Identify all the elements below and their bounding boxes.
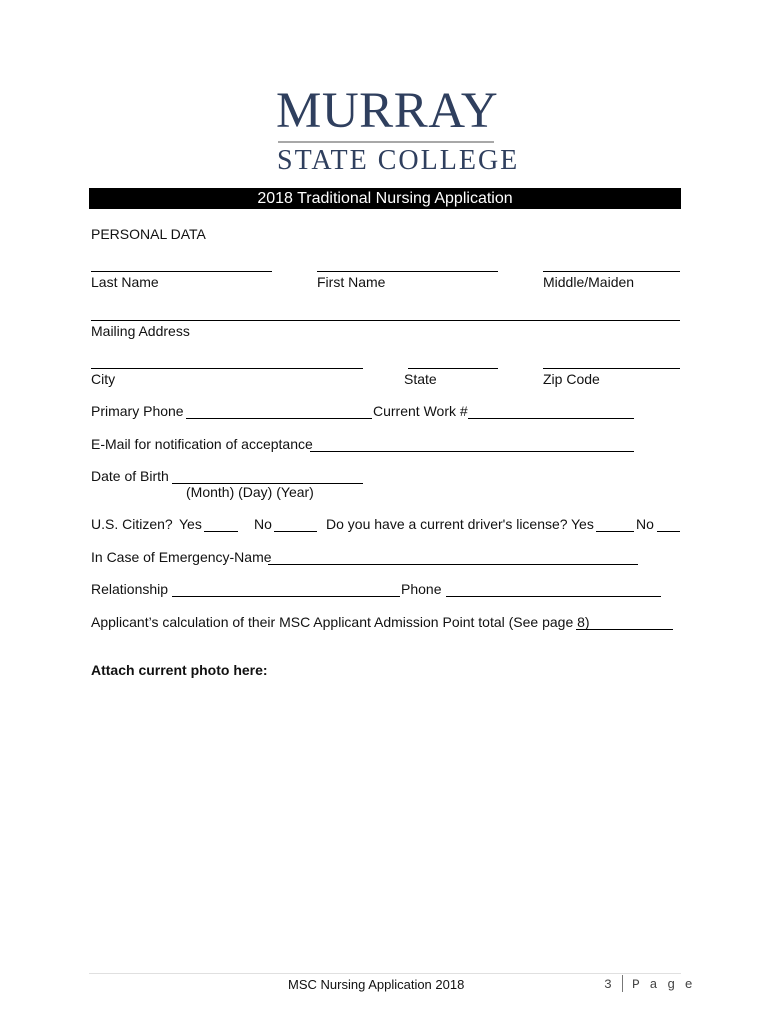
date-of-birth-label: Date of Birth bbox=[91, 468, 169, 484]
last-name-label: Last Name bbox=[91, 274, 159, 290]
last-name-field[interactable] bbox=[91, 271, 272, 272]
date-of-birth-hint: (Month) (Day) (Year) bbox=[186, 484, 314, 500]
email-label: E-Mail for notification of acceptance bbox=[91, 436, 313, 452]
emergency-phone-label: Phone bbox=[401, 581, 442, 597]
first-name-field[interactable] bbox=[317, 271, 498, 272]
email-field[interactable] bbox=[310, 451, 634, 452]
citizen-yes-label: Yes bbox=[179, 516, 202, 532]
state-label: State bbox=[404, 371, 437, 387]
attach-photo-label: Attach current photo here: bbox=[91, 662, 268, 678]
us-citizen-label: U.S. Citizen? bbox=[91, 516, 173, 532]
footer-doc-title: MSC Nursing Application 2018 bbox=[288, 977, 465, 992]
middle-maiden-label: Middle/Maiden bbox=[543, 274, 635, 290]
primary-phone-label: Primary Phone bbox=[91, 403, 184, 419]
application-title: 2018 Traditional Nursing Application bbox=[89, 188, 681, 209]
license-yes-field[interactable] bbox=[596, 531, 634, 532]
logo-divider bbox=[278, 141, 494, 143]
city-field[interactable] bbox=[91, 368, 363, 369]
state-field[interactable] bbox=[408, 368, 498, 369]
citizen-no-label: No bbox=[254, 516, 272, 532]
footer-page-number bbox=[604, 977, 615, 992]
current-work-label: Current Work # bbox=[373, 403, 468, 419]
middle-maiden-field[interactable] bbox=[543, 271, 680, 272]
mailing-address-field[interactable] bbox=[91, 320, 680, 321]
footer-page-label: P a g e bbox=[632, 977, 694, 992]
footer-page-separator bbox=[622, 975, 623, 992]
zip-code-field[interactable] bbox=[543, 368, 680, 369]
city-label: City bbox=[91, 371, 116, 387]
emergency-phone-field[interactable] bbox=[446, 596, 661, 597]
relationship-field[interactable] bbox=[172, 596, 400, 597]
zip-code-label: Zip Code bbox=[543, 371, 600, 387]
citizen-yes-field[interactable] bbox=[204, 531, 238, 532]
first-name-label: First Name bbox=[317, 274, 386, 290]
logo-state-college: STATE COLLEGE bbox=[277, 145, 520, 176]
drivers-license-label: Do you have a current driver's license? bbox=[326, 516, 568, 532]
license-no-label: No bbox=[636, 516, 654, 532]
page-number: 3 bbox=[604, 977, 615, 992]
section-personal-data: PERSONAL DATA bbox=[91, 226, 206, 242]
admission-points-label: Applicant’s calculation of their MSC Applicant Admission Point total (See page 8) bbox=[91, 614, 590, 630]
relationship-label: Relationship bbox=[91, 581, 169, 597]
citizen-no-field[interactable] bbox=[274, 531, 317, 532]
logo-murray: MURRAY bbox=[276, 83, 499, 139]
primary-phone-field[interactable] bbox=[186, 418, 372, 419]
current-work-field[interactable] bbox=[468, 418, 634, 419]
admission-points-field[interactable] bbox=[576, 629, 673, 630]
footer-divider bbox=[89, 973, 681, 974]
license-no-field[interactable] bbox=[657, 531, 680, 532]
license-yes-label: Yes bbox=[571, 516, 594, 532]
emergency-name-field[interactable] bbox=[268, 564, 638, 565]
mailing-address-label: Mailing Address bbox=[91, 323, 190, 339]
emergency-name-label: In Case of Emergency-Name bbox=[91, 549, 272, 565]
